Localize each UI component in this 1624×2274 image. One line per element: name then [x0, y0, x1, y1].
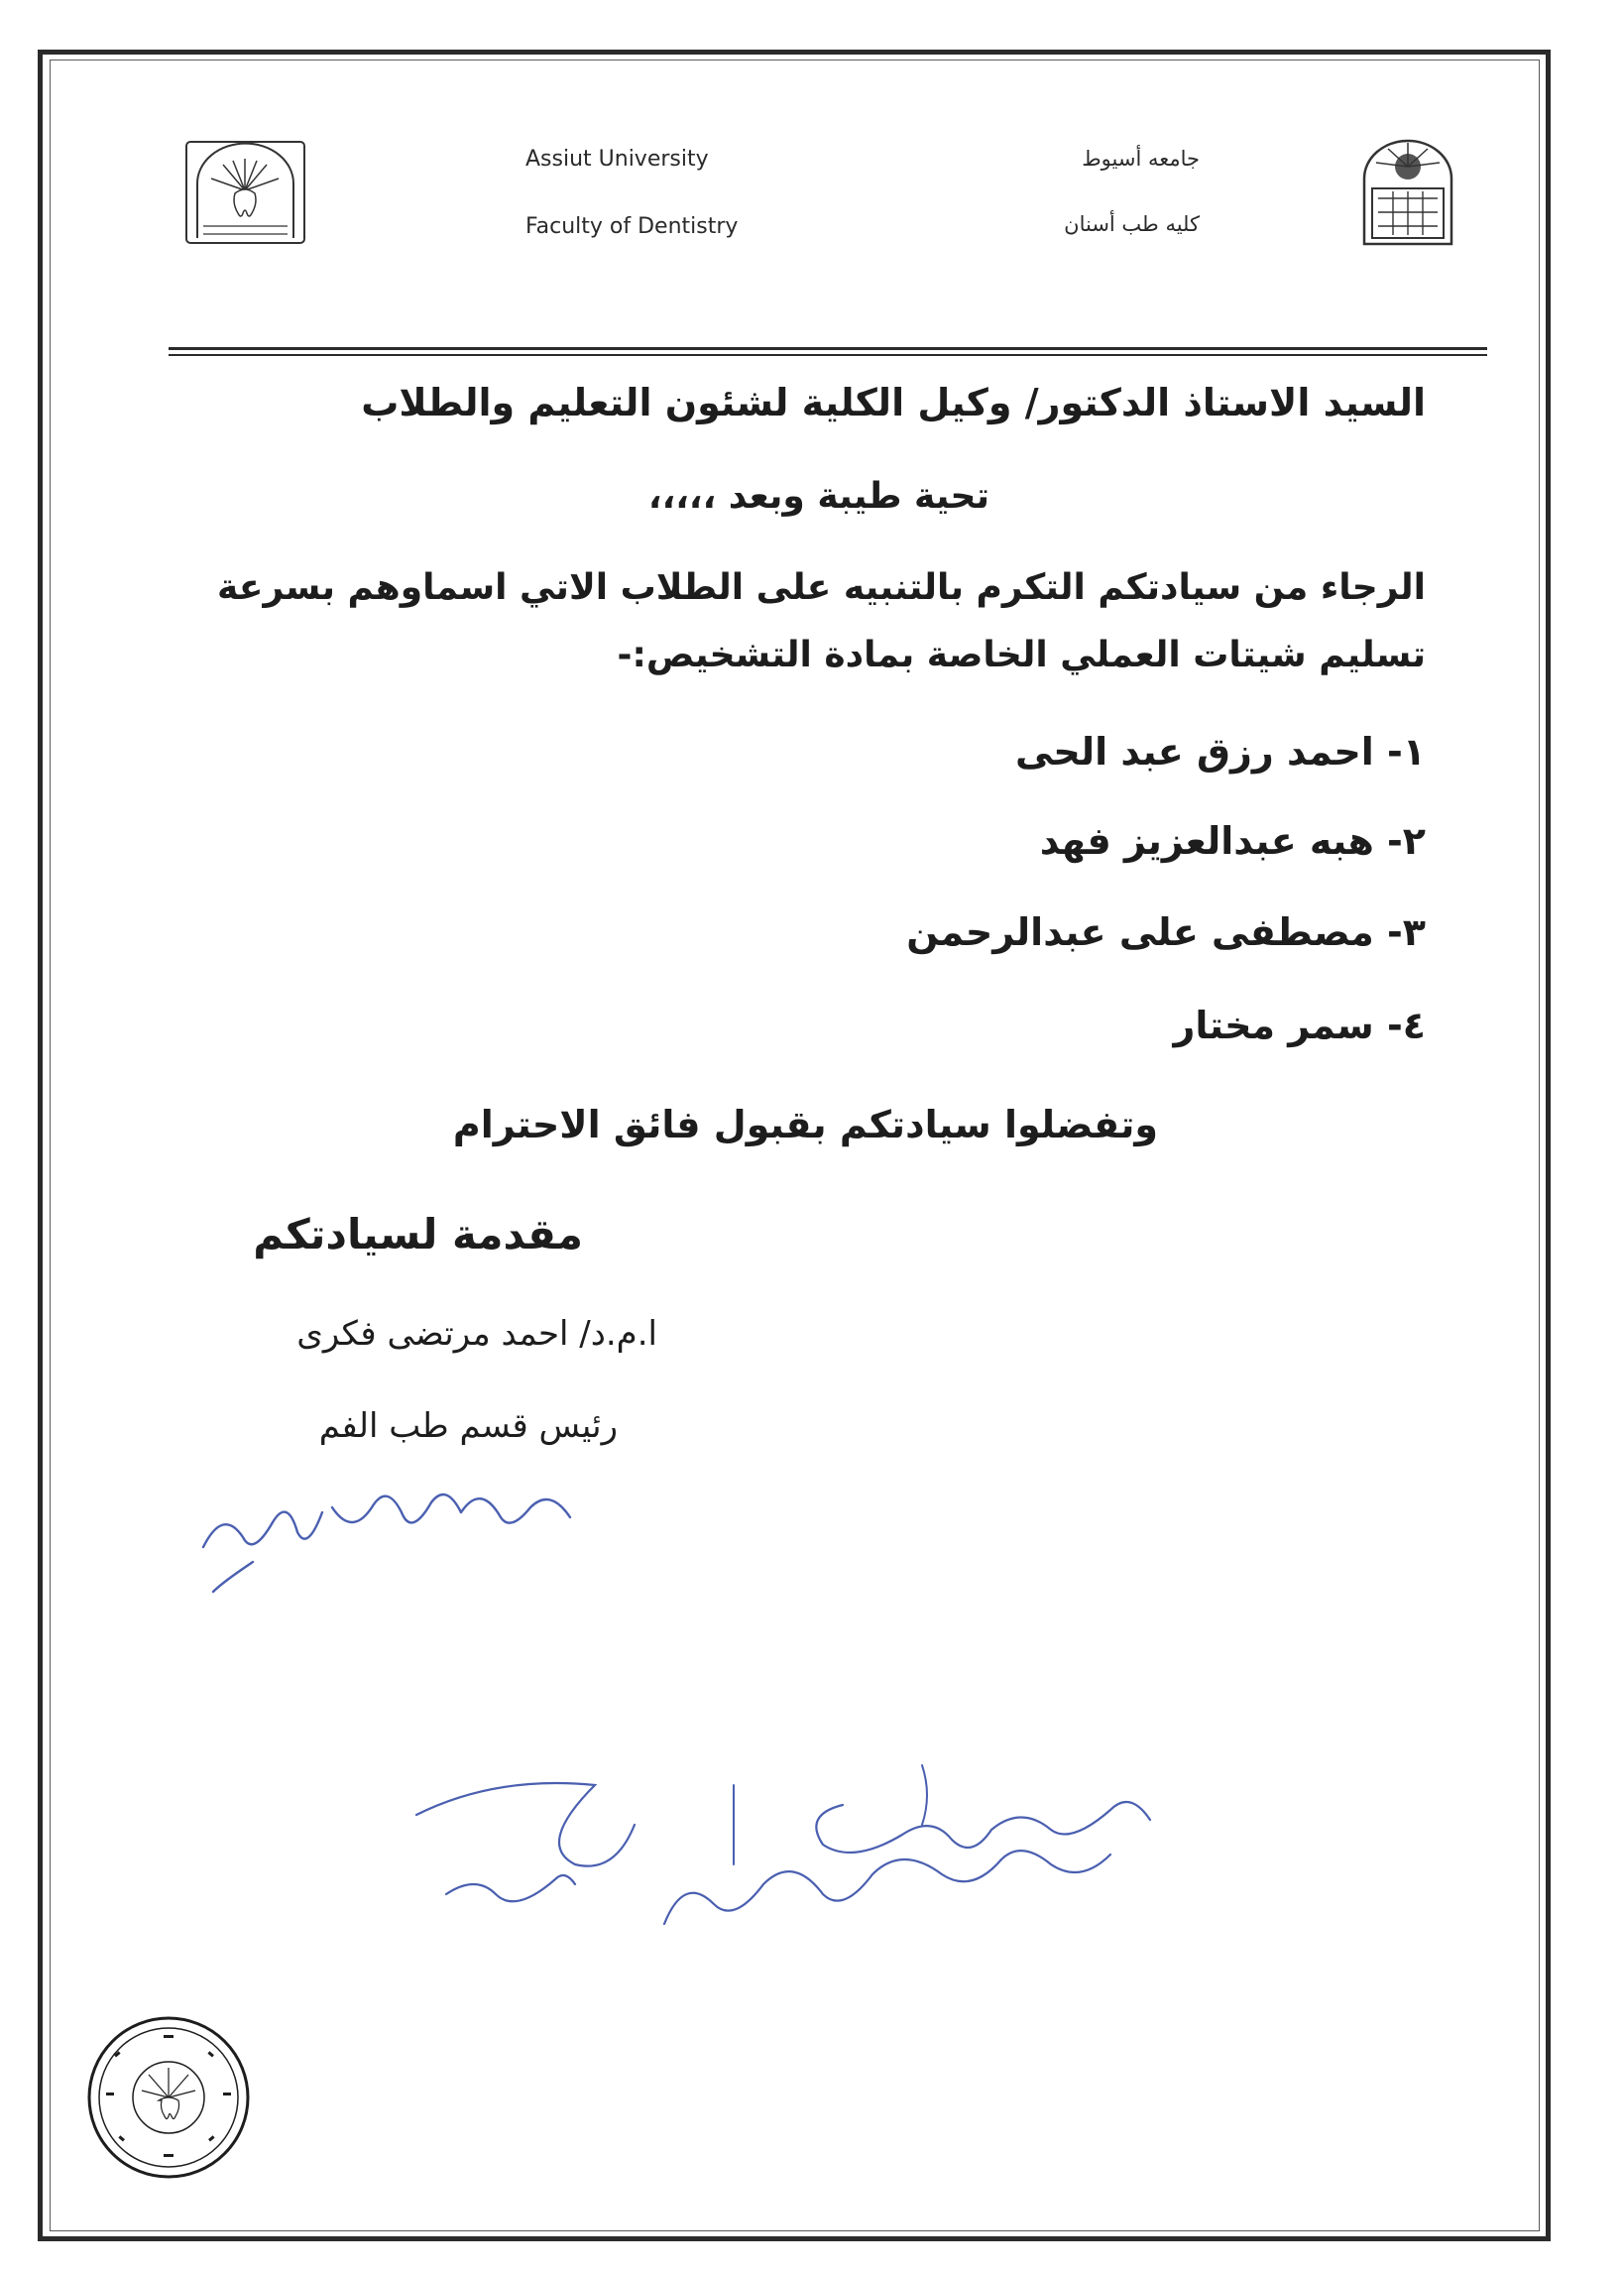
- letter-body-line2: تسليم شيتات العملي الخاصة بمادة التشخيص:-: [617, 635, 1426, 675]
- official-stamp-icon: [84, 2013, 253, 2182]
- header-divider: [169, 347, 1487, 350]
- student-list-item-4: ٤- سمر مختار: [1173, 1004, 1426, 1047]
- signatory-title: رئيس قسم طب الفم: [318, 1406, 618, 1446]
- letter-greeting: تحية طيبة وبعد ،،،،،: [647, 476, 989, 517]
- faculty-name-en: Faculty of Dentistry: [525, 214, 739, 239]
- student-list-item-2: ٢- هبه عبدالعزيز فهد: [1039, 819, 1426, 863]
- signatory-name: ا.م.د/ احمد مرتضى فكرى: [296, 1314, 657, 1354]
- assiut-university-logo-icon: [1358, 137, 1457, 248]
- letter-submitted-by: مقدمة لسيادتكم: [253, 1210, 583, 1258]
- university-name-en: Assiut University: [525, 147, 709, 172]
- faculty-of-dentistry-logo-icon: [183, 139, 307, 246]
- handwritten-note-icon: [406, 1745, 1219, 1954]
- faculty-name-ar: كليه طب أسنان: [1064, 212, 1200, 236]
- letter-body-line1: الرجاء من سيادتكم التكرم بالتنبيه على الطلاب الاتي اسماوهم بسرعة: [217, 567, 1426, 608]
- university-name-ar: جامعه أسيوط: [1082, 147, 1200, 171]
- handwritten-signature-icon: [193, 1468, 590, 1597]
- student-list-item-3: ٣- مصطفى على عبدالرحمن: [906, 910, 1426, 954]
- header-divider-thin: [169, 354, 1487, 356]
- letter-addressee: السيد الاستاذ الدكتور/ وكيل الكلية لشئون التعليم والطلاب: [361, 381, 1426, 424]
- letter-closing: وتفضلوا سيادتكم بقبول فائق الاحترام: [452, 1103, 1158, 1146]
- student-list-item-1: ١- احمد رزق عبد الحى: [1014, 730, 1426, 774]
